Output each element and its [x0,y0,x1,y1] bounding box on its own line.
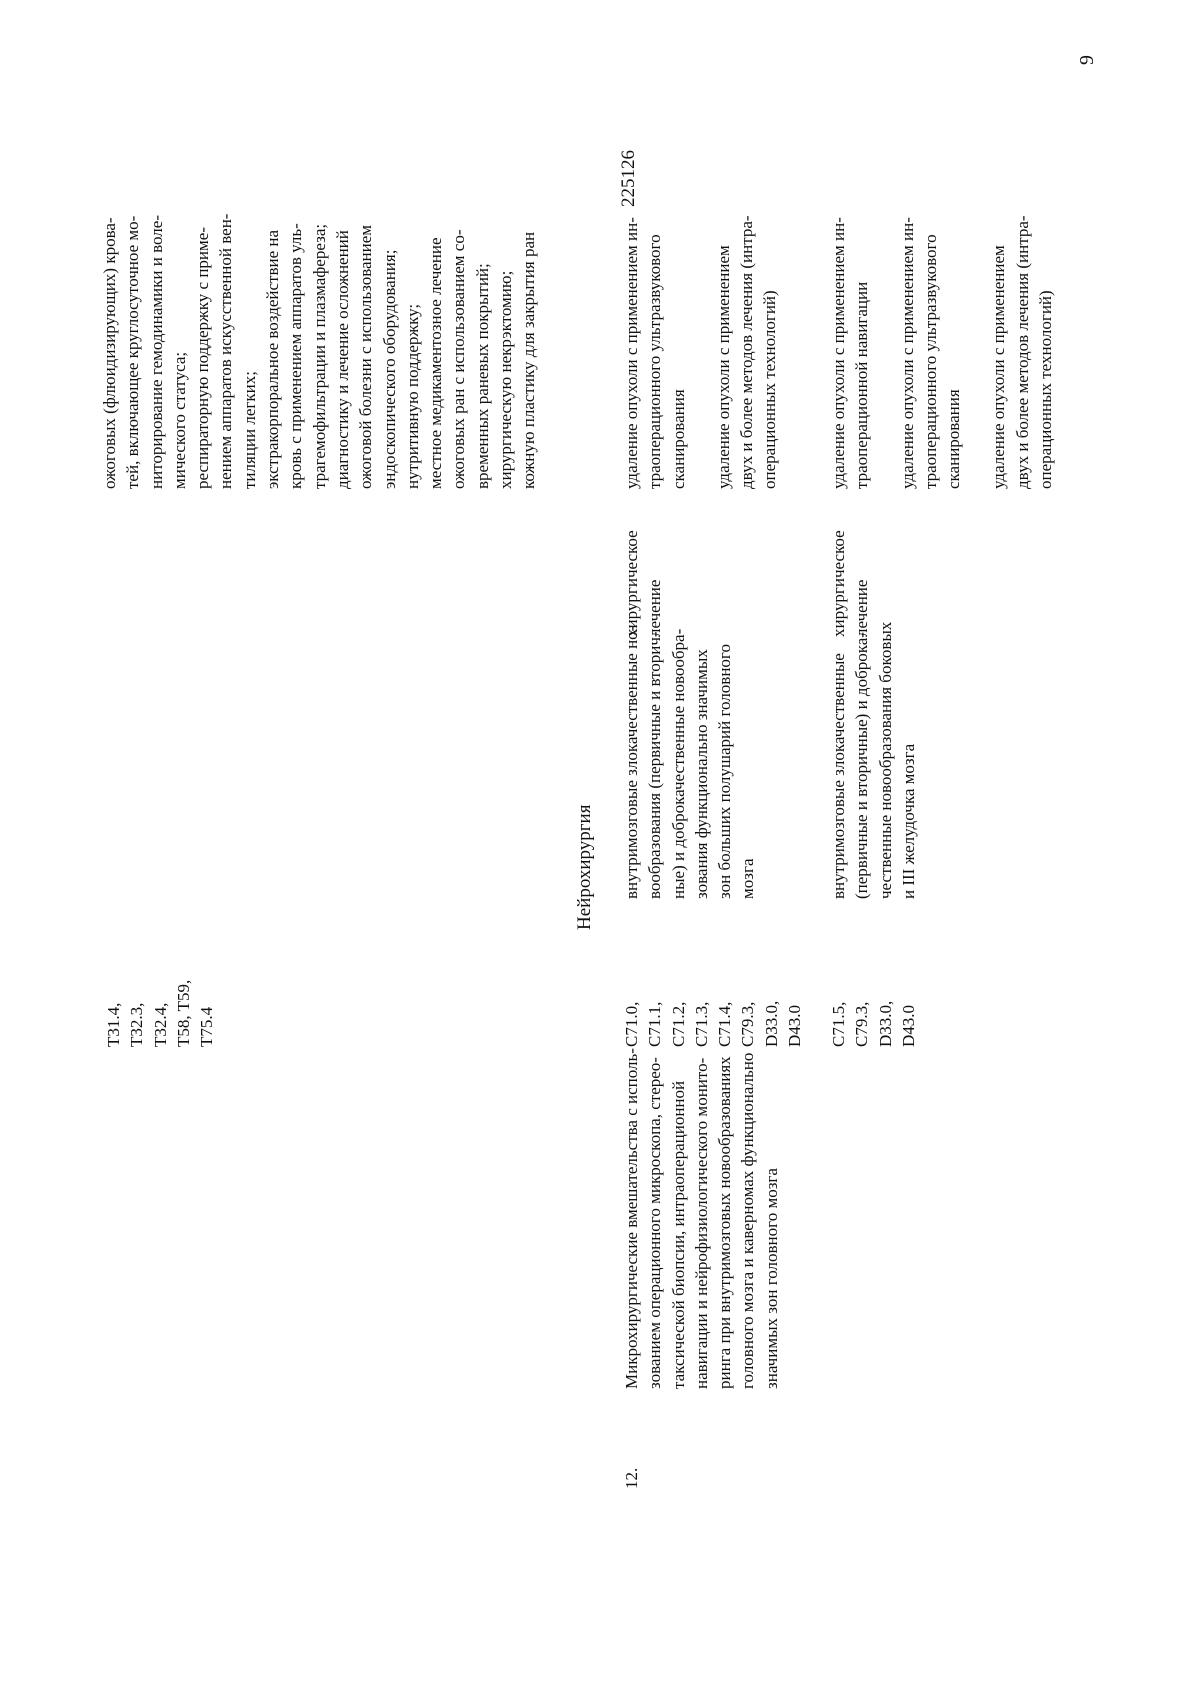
treatment-line: лечение [852,579,872,637]
method-line: траоперационного ультразвукового [645,234,665,489]
method-line: ниторирование гемодинамики и воле- [146,215,166,489]
description-line: навигации и нейрофизиологического монито- [691,1057,711,1389]
diagnosis-line: мозга [738,858,758,899]
method-line: операционных технологий) [760,290,780,489]
code: C71.5, [829,1001,848,1047]
diagnosis-b [827,622,920,899]
method-line: сканирования [944,389,964,489]
diagnosis-line: вообразования (первичные и вторич- [645,631,665,899]
diagnosis-line: внутримозговые злокачественные [829,653,848,899]
treatment-b [827,530,874,637]
row-description [620,1048,783,1389]
method-line: диагностику и лечение осложнений [332,230,352,489]
description-line: зованием операционного микроскопа, стерео- [645,1057,665,1389]
method-line: удаление опухоли с применением [713,245,733,489]
method-line: экстракорпоральное воздействие на [263,229,283,489]
method-line: респираторную поддержку с приме- [193,227,213,489]
method-line: ожоговых ран с использованием со- [449,229,469,489]
method-line: траоперационной навигации [852,281,872,489]
code: C71.4, [715,1001,735,1047]
document-number: 225126 [618,150,639,207]
code: C71.0, [622,1001,641,1047]
method-line: удаление опухоли с применением ин- [622,217,641,489]
method-line: двух и более методов лечения (интра- [1012,215,1032,489]
treatment-line: хирургическое [622,530,641,637]
method-line: хирургическую некрэктомию; [496,270,516,489]
description-line: таксической биопсии, интраоперационной [668,1080,688,1389]
burn-codes [102,980,218,1047]
code: C79.3, [738,1001,758,1047]
methods-b [827,215,1057,489]
method-line: двух и более методов лечения (интра- [737,215,757,489]
code: T32.4, [150,1002,170,1047]
method-line: мического статуса; [169,351,189,489]
method-line: кожную пластику для закрытия ран [519,231,539,489]
method-line: удаление опухоли с применением ин- [897,217,917,489]
diagnosis-line: зования функционально значимых [691,649,711,899]
diagnosis-line: чественные новообразования боковых [875,621,895,899]
method-line: удаление опухоли с применением ин- [829,217,848,489]
method-line: сканирования [668,389,688,489]
code: D43.0 [898,1004,918,1047]
method-line: кровь с применением аппаратов уль- [286,223,306,489]
method-line: траоперационного ультразвукового [920,234,940,489]
description-line: значимых зон головного мозга [761,1168,781,1389]
codes-b [827,1001,920,1047]
diagnosis-line: ные) и доброкачественные новообра- [668,628,688,899]
method-line: операционных технологий) [1036,290,1056,489]
diagnosis-line: зон больших полушарий головного [715,644,735,899]
codes-a [620,1001,806,1047]
code: C71.3, [691,1001,711,1047]
method-line: эндоскопического оборудования; [379,249,399,489]
method-line: нутритивную поддержку; [402,303,422,489]
diagnosis-line: и III желудочка мозга [898,743,918,899]
section-title: Нейрохирургия [574,804,595,930]
method-line: ожоговой болезни с использованием [356,224,376,489]
code: D33.0, [761,1000,781,1047]
method-line: трагемофильтрации и плазмафереза; [309,223,329,489]
method-line: ожоговых (флюидизирующих) крова- [100,217,119,489]
method-line: временных раневых покрытий; [472,263,492,489]
diagnosis-a [620,626,760,899]
treatment-line: хирургическое [829,530,848,637]
page-number: 9 [1076,55,1098,65]
code: C79.3, [852,1001,872,1047]
code: D33.0, [875,1000,895,1047]
methods-a [620,215,782,489]
diagnosis-line: (первичные и вторичные) и доброка- [852,632,872,899]
method-line: удаление опухоли с применением [989,245,1009,489]
method-line: тиляции легких; [239,371,259,489]
description-line: Микрохирургические вмешательства с исполь- [622,1048,641,1389]
code: T58, T59, [173,979,193,1047]
description-line: головного мозга и каверномах функционально [738,1052,758,1389]
treatment-line: лечение [645,579,665,637]
method-line: местное медикаментозное лечение [426,237,446,489]
code: T75.4 [197,1006,217,1047]
code: C71.1, [645,1001,665,1047]
code: T31.4, [104,1002,123,1047]
method-line: тей, включающее круглосуточное мо- [123,215,143,489]
method-line: нением аппаратов искусственной вен- [216,213,236,489]
treatment-a [620,530,667,637]
code: C71.2, [668,1001,688,1047]
row-number: 12. [622,1467,641,1489]
description-line: ринга при внутримозговых новообразованиях [715,1056,735,1389]
code: D43.0 [785,1004,805,1047]
diagnosis-line: внутримозговые злокачественные но- [622,625,641,899]
code: T32.3, [127,1002,147,1047]
burn-methods [98,214,541,489]
